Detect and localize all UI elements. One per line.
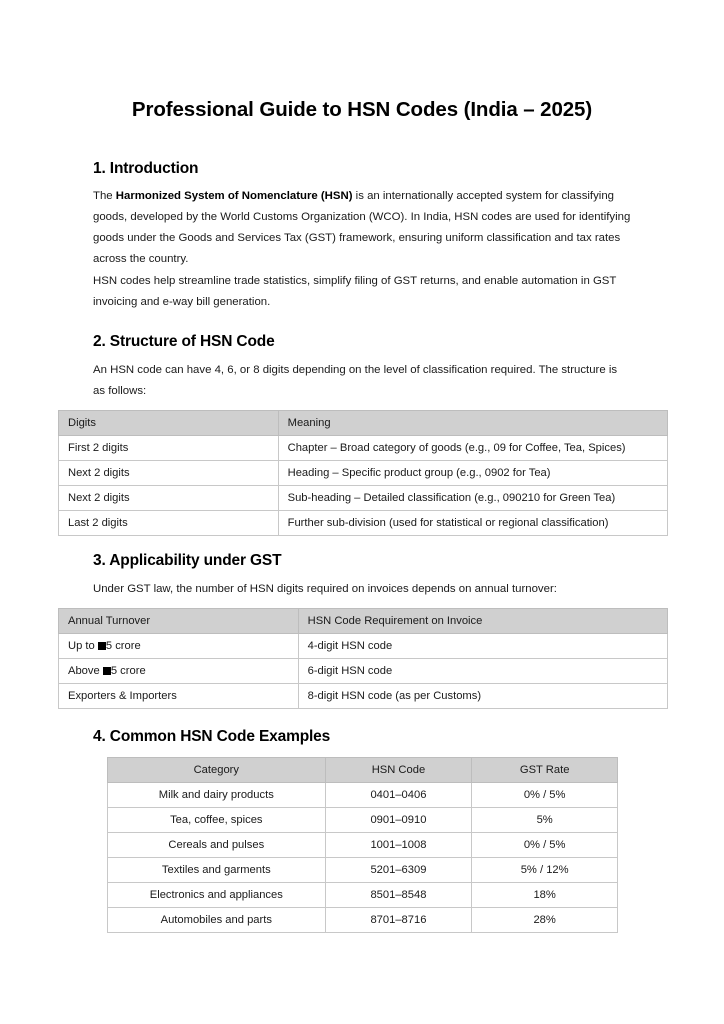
column-header-gst-rate: GST Rate xyxy=(472,758,618,783)
cell-category: Textiles and garments xyxy=(108,858,326,883)
cell-digits: Next 2 digits xyxy=(59,461,279,486)
table-row xyxy=(59,684,668,709)
cell-digits: Last 2 digits xyxy=(59,511,279,536)
intro-p1-rest: is an internationally accepted system for classifying goods, developed by the World Customs Organization (WCO). In India, HSN codes are used for identifying goods under the Goods and Services Tax (GST) framework, ensuring uniform classification and tax rates across the country. xyxy=(93,190,631,265)
table-row xyxy=(59,461,668,486)
table-row xyxy=(59,436,668,461)
cell-hsn-code: 8701–8716 xyxy=(325,908,472,933)
table-row xyxy=(108,883,618,908)
cell-hsn-code: 5201–6309 xyxy=(325,858,472,883)
table-row xyxy=(59,634,668,659)
table-row xyxy=(59,511,668,536)
structure-table xyxy=(58,410,668,536)
page-title: Professional Guide to HSN Codes (India – 2025) xyxy=(131,98,593,121)
column-header-category: Category xyxy=(108,758,326,783)
table-row xyxy=(108,858,618,883)
cell-hsn-code: 0401–0406 xyxy=(325,783,472,808)
table-row xyxy=(108,908,618,933)
cell-digits: Next 2 digits xyxy=(59,486,279,511)
missing-glyph-icon xyxy=(103,667,111,675)
introduction-paragraph-1 xyxy=(93,186,631,270)
cell-meaning: Further sub-division (used for statistical or regional classification) xyxy=(278,511,667,536)
turnover-amount: 5 crore xyxy=(105,640,141,652)
cell-gst-rate: 28% xyxy=(472,908,618,933)
table-row xyxy=(59,659,668,684)
cell-category: Milk and dairy products xyxy=(108,783,326,808)
cell-hsn-requirement: 6-digit HSN code xyxy=(298,659,667,684)
cell-meaning: Heading – Specific product group (e.g., 0902 for Tea) xyxy=(278,461,667,486)
cell-hsn-requirement: 4-digit HSN code xyxy=(298,634,667,659)
cell-gst-rate: 18% xyxy=(472,883,618,908)
turnover-amount: 5 crore xyxy=(110,665,146,677)
cell-hsn-requirement: 8-digit HSN code (as per Customs) xyxy=(298,684,667,709)
column-header-hsn-requirement: HSN Code Requirement on Invoice xyxy=(298,609,667,634)
column-header-digits: Digits xyxy=(59,411,279,436)
cell-gst-rate: 0% / 5% xyxy=(472,783,618,808)
table-row xyxy=(108,833,618,858)
cell-annual-turnover xyxy=(59,659,299,684)
column-header-hsn-code: HSN Code xyxy=(325,758,472,783)
turnover-table xyxy=(58,608,668,709)
cell-gst-rate: 5% xyxy=(472,808,618,833)
cell-category: Automobiles and parts xyxy=(108,908,326,933)
cell-category: Electronics and appliances xyxy=(108,883,326,908)
table-row xyxy=(59,486,668,511)
column-header-annual-turnover: Annual Turnover xyxy=(59,609,299,634)
turnover-prefix: Up to xyxy=(68,640,98,652)
section-heading-structure: 2. Structure of HSN Code xyxy=(93,333,275,350)
cell-digits: First 2 digits xyxy=(59,436,279,461)
cell-hsn-code: 1001–1008 xyxy=(325,833,472,858)
cell-gst-rate: 0% / 5% xyxy=(472,833,618,858)
cell-hsn-code: 8501–8548 xyxy=(325,883,472,908)
intro-p1-prefix: The xyxy=(93,190,116,202)
cell-annual-turnover xyxy=(59,634,299,659)
structure-intro-text: An HSN code can have 4, 6, or 8 digits depending on the level of classification required. The structure is as follows: xyxy=(93,364,618,397)
missing-glyph-icon xyxy=(98,642,106,650)
table-header-row xyxy=(108,758,618,783)
cell-category: Cereals and pulses xyxy=(108,833,326,858)
table-header-row xyxy=(59,411,668,436)
introduction-paragraph-2: HSN codes help streamline trade statistics, simplify filing of GST returns, and enable automation in GST invoicing and e-way bill generation. xyxy=(93,275,617,308)
cell-annual-turnover: Exporters & Importers xyxy=(59,684,299,709)
section-heading-examples: 4. Common HSN Code Examples xyxy=(93,728,331,745)
section-heading-introduction: 1. Introduction xyxy=(93,160,199,177)
examples-table xyxy=(107,757,618,933)
cell-category: Tea, coffee, spices xyxy=(108,808,326,833)
cell-meaning: Chapter – Broad category of goods (e.g., 09 for Coffee, Tea, Spices) xyxy=(278,436,667,461)
section-heading-applicability: 3. Applicability under GST xyxy=(93,552,282,569)
column-header-meaning: Meaning xyxy=(278,411,667,436)
cell-meaning: Sub-heading – Detailed classification (e.g., 090210 for Green Tea) xyxy=(278,486,667,511)
turnover-prefix: Above xyxy=(68,665,103,677)
cell-gst-rate: 5% / 12% xyxy=(472,858,618,883)
table-row xyxy=(108,808,618,833)
table-row xyxy=(108,783,618,808)
table-header-row xyxy=(59,609,668,634)
cell-hsn-code: 0901–0910 xyxy=(325,808,472,833)
applicability-intro-text: Under GST law, the number of HSN digits required on invoices depends on annual turnover: xyxy=(93,583,557,595)
intro-p1-bold-term: Harmonized System of Nomenclature (HSN) xyxy=(115,190,353,202)
